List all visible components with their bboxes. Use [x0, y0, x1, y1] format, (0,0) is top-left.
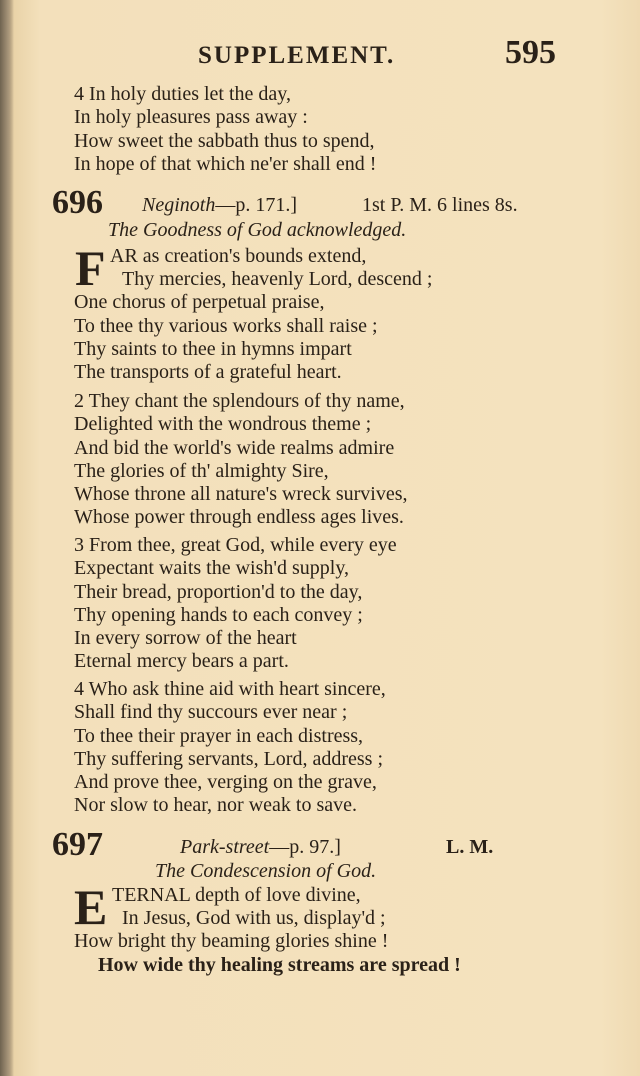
verse-line: AR as creation's bounds extend,: [110, 245, 367, 267]
verse-line: 3 From thee, great God, while every eye: [74, 534, 397, 556]
verse-line: Expectant waits the wish'd supply,: [74, 557, 350, 580]
verse-line: TERNAL depth of love divine,: [112, 884, 361, 906]
verse-line: To thee their prayer in each distress,: [74, 724, 364, 747]
hymn-696-stanza-1: [74, 268, 574, 384]
book-spine: [0, 0, 14, 1076]
tune-page: —p. 97.]: [269, 836, 341, 858]
verse-line: One chorus of perpetual praise,: [74, 291, 325, 314]
hymn-696-stanza-2: [74, 390, 574, 530]
verse-line: Whose throne all nature's wreck survives,: [74, 483, 408, 506]
verse-line: Thy saints to thee in hymns impart: [74, 337, 352, 360]
verse-line: Eternal mercy bears a part.: [74, 650, 289, 673]
verse-line: Thy suffering servants, Lord, address ;: [74, 747, 384, 770]
verse-line: To thee thy various works shall raise ;: [74, 314, 378, 337]
hymn-696-stanza-4: [74, 678, 574, 818]
hymn-number: 696: [52, 184, 103, 221]
verse-line: 2 They chant the splendours of thy name,: [74, 390, 405, 412]
hymn-title: The Condescension of God.: [155, 860, 377, 882]
tune-name: Park-street: [180, 836, 270, 858]
tune-reference: [142, 194, 297, 217]
verse-line: Thy mercies, heavenly Lord, descend ;: [122, 268, 433, 290]
verse-line: Thy opening hands to each convey ;: [74, 603, 363, 626]
page-header: [0, 34, 640, 74]
verse-line: How bright thy beaming glories shine !: [74, 930, 389, 953]
verse-line: The glories of th' almighty Sire,: [74, 459, 329, 482]
tune-name: Neginoth: [142, 194, 216, 216]
verse-line: How sweet the sabbath thus to spend,: [74, 129, 375, 152]
verse-line: And bid the world's wide realms admire: [74, 436, 395, 459]
verse-line: In Jesus, God with us, display'd ;: [122, 907, 386, 929]
verse-line: 4 In holy duties let the day,: [74, 83, 291, 105]
tune-page: —p. 171.]: [215, 194, 298, 216]
verse-line: Their bread, proportion'd to the day,: [74, 580, 363, 603]
meter: 1st P. M. 6 lines 8s.: [362, 194, 518, 216]
verse-line: In holy pleasures pass away :: [74, 106, 308, 129]
verse-line: Delighted with the wondrous theme ;: [74, 413, 372, 436]
verse-line: Whose power through endless ages lives.: [74, 506, 404, 529]
drop-capital: E: [74, 879, 108, 935]
hymn-696-stanza-3: [74, 534, 574, 674]
verse-line: Nor slow to hear, nor weak to save.: [74, 794, 358, 817]
verse-line: The transports of a grateful heart.: [74, 361, 342, 384]
previous-hymn-stanza: [74, 83, 574, 176]
verse-line: Shall find thy succours ever near ;: [74, 701, 348, 724]
hymn-number: 697: [52, 826, 103, 863]
verse-line: And prove thee, verging on the grave,: [74, 771, 377, 794]
verse-line: 4 Who ask thine aid with heart sincere,: [74, 678, 386, 700]
verse-line: How wide thy healing streams are spread !: [98, 953, 461, 976]
hymn-697-stanza-1: [74, 907, 574, 977]
tune-reference: [180, 836, 341, 859]
drop-capital: F: [75, 240, 106, 296]
verse-line: In hope of that which ne'er shall end !: [74, 152, 377, 175]
running-title: SUPPLEMENT.: [198, 42, 396, 69]
page-number: 595: [505, 34, 556, 71]
verse-line: In every sorrow of the heart: [74, 627, 297, 650]
meter: L. M.: [446, 836, 494, 858]
hymn-title: The Goodness of God acknowledged.: [108, 219, 407, 241]
